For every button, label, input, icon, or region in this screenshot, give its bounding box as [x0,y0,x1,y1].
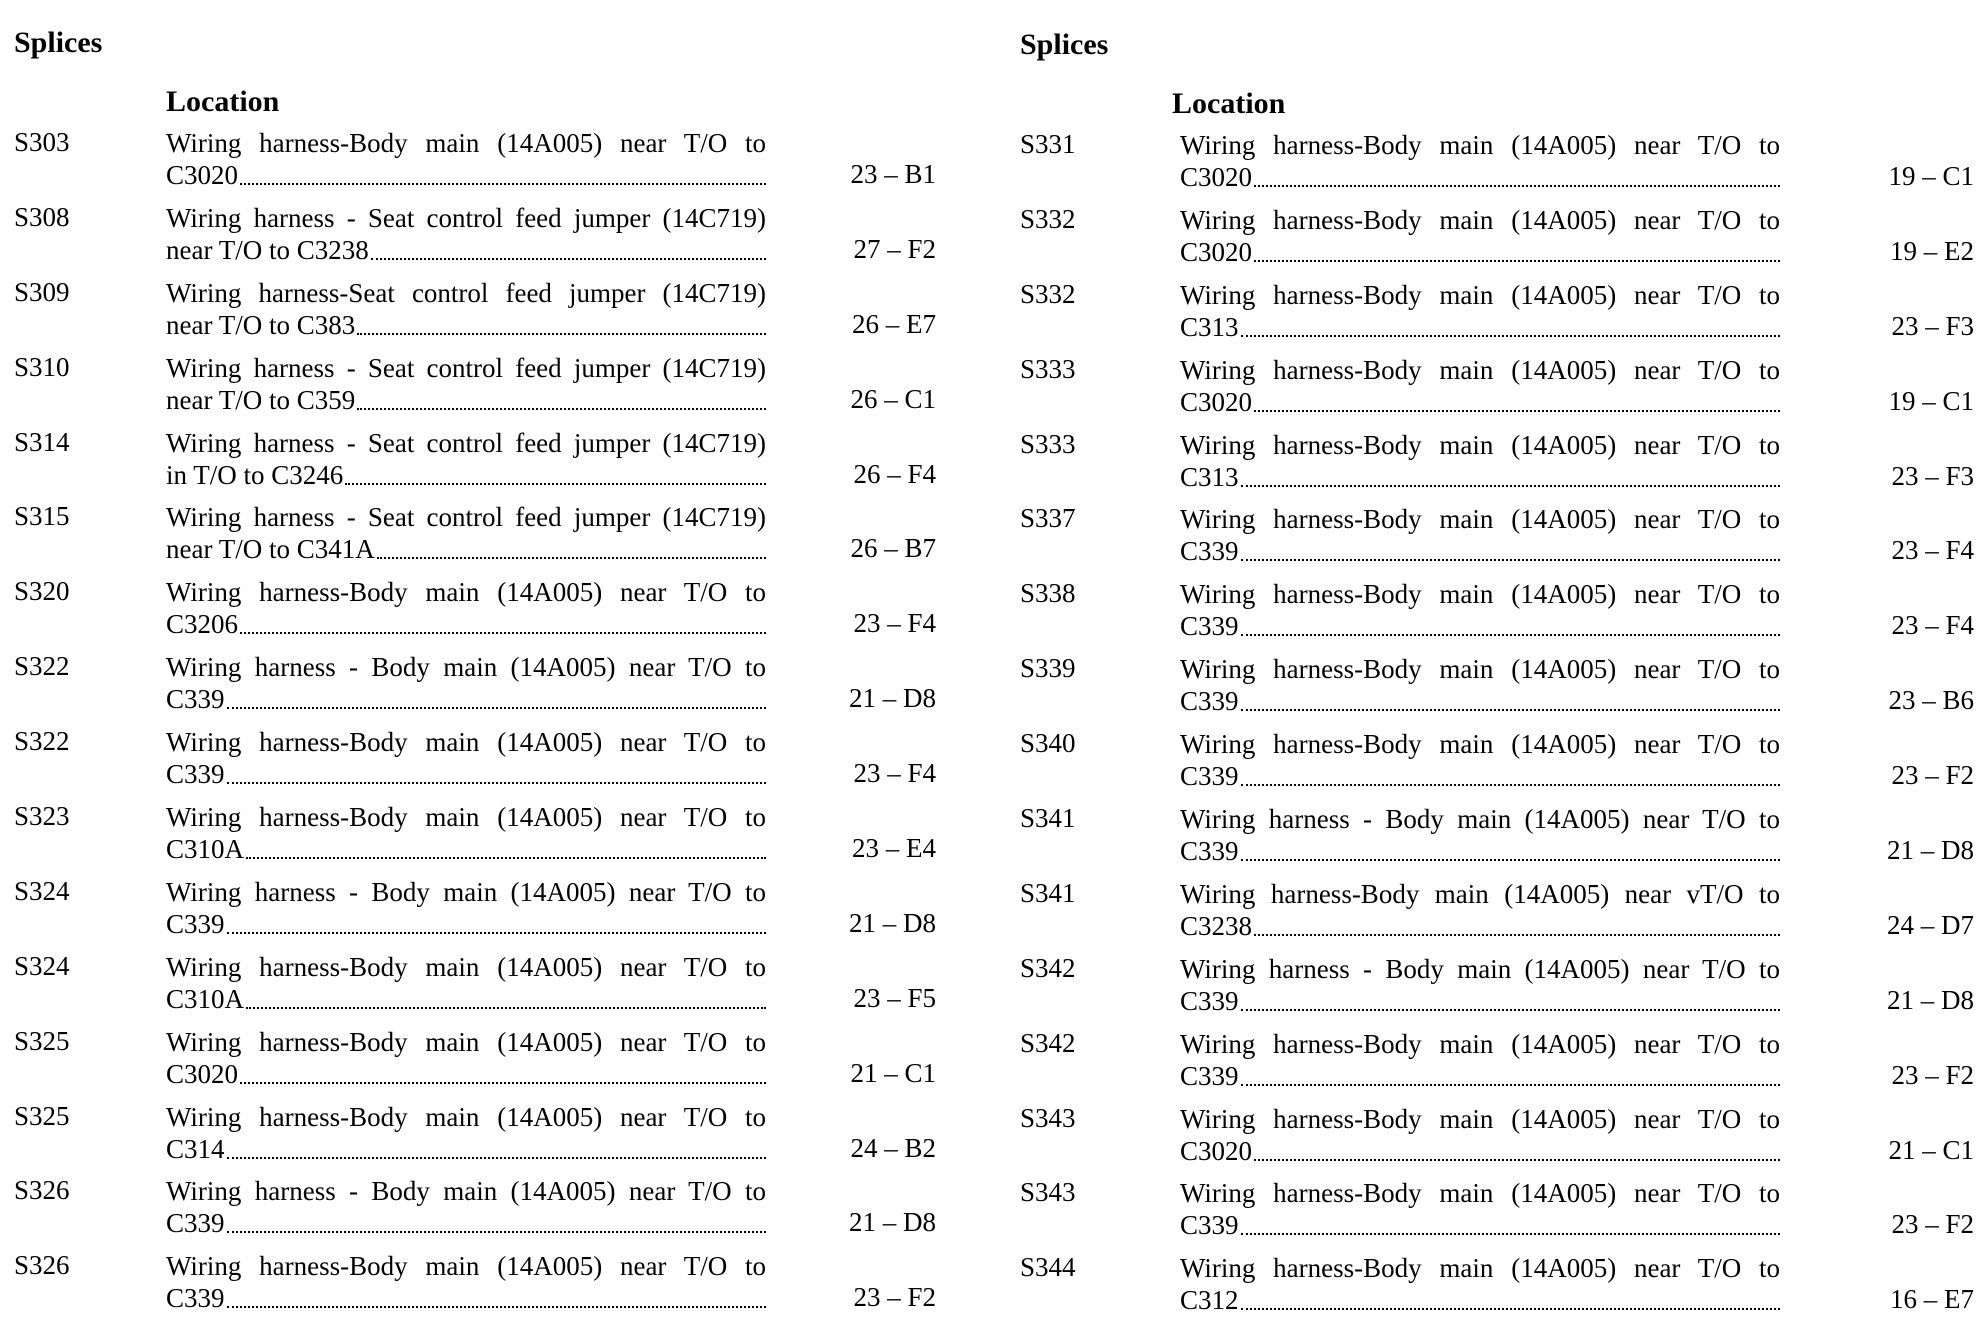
splice-id: S325 [14,1025,70,1056]
splice-location [166,726,766,790]
splice-location [1180,503,1780,567]
location-connector: in T/O to C3246 [166,459,344,490]
location-line-2 [1180,685,1780,717]
location-connector: C339 [166,759,225,790]
splice-entry [14,1175,974,1250]
splice-id: S341 [1020,877,1076,908]
page-grid-reference: 23 – B1 [850,159,936,189]
location-connector: C339 [1180,836,1239,867]
splice-id: S320 [14,576,70,607]
location-line-2 [1180,610,1780,642]
location-line-1: Wiring harness - Seat control feed jumper (14C719) [166,202,766,233]
dot-leader [1241,1209,1780,1235]
splice-location [1180,204,1780,268]
splice-entry [1020,1103,1980,1178]
page-grid-reference: 21 – D8 [849,1207,936,1238]
splice-location [166,1175,766,1239]
splice-entry [1020,653,1980,728]
location-line-2 [166,983,766,1015]
page-grid-reference: 23 – F2 [1891,1209,1974,1240]
location-line-2 [166,533,766,565]
dot-leader [357,384,766,410]
splice-location [166,127,766,191]
splice-location [166,576,766,640]
dot-leader [227,1133,766,1159]
location-connector: C3238 [1180,910,1253,941]
splice-id: S339 [1020,653,1076,684]
page-grid-reference: 19 – E2 [1890,235,1974,266]
location-line-2 [1180,311,1780,343]
dot-leader [1254,161,1780,187]
splice-id: S309 [14,276,70,307]
location-line-1: Wiring harness-Body main (14A005) near T/O to [1180,1103,1780,1134]
page-grid-reference: 23 – E4 [852,833,936,864]
page-grid-reference: 24 – D7 [1887,909,1974,940]
location-line-2 [166,234,766,266]
location-line-1: Wiring harness-Body main (14A005) near T/O to [1180,504,1780,535]
splice-entry [14,1026,974,1101]
splice-id: S331 [1020,129,1076,159]
dot-leader [1241,1060,1780,1086]
location-line-2 [166,1058,766,1090]
splice-id: S315 [14,501,70,532]
splice-location [166,876,766,940]
location-line-2 [1180,760,1780,792]
page-grid-reference: 19 – C1 [1888,161,1974,191]
location-line-2 [166,384,766,416]
dot-leader [1254,1135,1780,1161]
location-line-1: Wiring harness-Seat control feed jumper (14C719) [166,277,766,308]
splice-id: S310 [14,351,70,382]
splice-entry [14,726,974,801]
location-line-2 [1180,1209,1780,1241]
location-line-1: Wiring harness - Seat control feed jumper (14C719) [166,427,766,458]
splice-location [166,352,766,416]
splice-id: S303 [14,127,70,157]
page-grid-reference: 21 – D8 [1887,984,1974,1015]
location-line-2 [166,459,766,491]
splice-id: S343 [1020,1102,1076,1133]
location-line-2 [1180,386,1780,418]
location-line-1: Wiring harness-Body main (14A005) near T/O to [1180,654,1780,685]
location-line-1: Wiring harness-Body main (14A005) near T/O to [1180,1178,1780,1209]
location-line-1: Wiring harness-Body main (14A005) near T/O to [1180,204,1780,235]
splice-entry [1020,878,1980,953]
splice-id: S343 [1020,1177,1076,1208]
location-connector: C339 [166,1208,225,1239]
splice-location [166,501,766,565]
splice-entry [14,277,974,352]
splice-entry [14,651,974,726]
splice-id: S344 [1020,1252,1076,1283]
page-grid-reference: 21 – D8 [849,907,936,938]
splice-entry [14,202,974,277]
page-grid-reference: 23 – F4 [853,758,936,789]
dot-leader [1241,461,1780,487]
page-grid-reference: 23 – B6 [1888,685,1974,716]
location-line-2 [166,758,766,790]
location-line-1: Wiring harness - Body main (14A005) near T/O to [166,652,766,683]
location-line-1: Wiring harness-Body main (14A005) near T/O to [1180,279,1780,310]
dot-leader [357,309,766,335]
location-line-1: Wiring harness-Body main (14A005) near T/O to [166,951,766,982]
page-grid-reference: 27 – F2 [853,233,936,264]
splice-location [1180,129,1780,193]
splice-entry [1020,429,1980,504]
splice-id: S325 [14,1100,70,1131]
location-line-1: Wiring harness-Body main (14A005) near T/O to [166,1251,766,1282]
splice-id: S324 [14,950,70,981]
splice-id: S340 [1020,728,1076,759]
location-line-1: Wiring harness-Body main (14A005) near T/O to [166,577,766,608]
splice-location [166,1026,766,1090]
splice-location [1180,803,1780,867]
splice-location [166,951,766,1015]
splice-entry [14,501,974,576]
splice-entry [1020,1028,1980,1103]
location-connector: C339 [1180,536,1239,567]
location-line-2 [166,1282,766,1314]
location-line-2 [1180,985,1780,1017]
dot-leader [246,983,766,1009]
section-title: Splices [14,26,103,59]
dot-leader [227,1207,766,1233]
splice-entry [14,876,974,951]
splice-location [1180,1252,1780,1316]
splice-entry [1020,1252,1980,1327]
location-line-1: Wiring harness-Body main (14A005) near T/O to [166,727,766,758]
location-connector: C313 [1180,461,1239,492]
page-grid-reference: 21 – D8 [849,683,936,714]
location-line-1: Wiring harness-Body main (14A005) near T/O to [1180,354,1780,385]
splice-id: S322 [14,726,70,757]
dot-leader [240,608,766,634]
splice-entry [1020,728,1980,803]
location-line-1: Wiring harness-Body main (14A005) near T/O to [1180,429,1780,460]
page-grid-reference: 21 – D8 [1887,835,1974,866]
page-grid-reference: 23 – F3 [1891,460,1974,491]
page-grid-reference: 23 – F2 [1891,1059,1974,1090]
splice-location [1180,953,1780,1017]
location-line-1: Wiring harness - Body main (14A005) near T/O to [166,876,766,907]
splice-entry [1020,1177,1980,1252]
page-grid-reference: 23 – F2 [1891,760,1974,791]
location-connector: C339 [1180,761,1239,792]
splice-location [1180,354,1780,418]
location-connector: C339 [1180,1060,1239,1091]
splice-entry [1020,354,1980,429]
splice-entry [1020,953,1980,1028]
page-grid-reference: 23 – F5 [853,982,936,1013]
splice-entry [14,951,974,1026]
location-line-2 [1180,1060,1780,1092]
location-line-2 [1180,236,1780,268]
splice-location [1180,653,1780,717]
dot-leader [377,533,766,559]
section-title: Splices [1020,28,1109,61]
location-line-2 [1180,461,1780,493]
location-line-1: Wiring harness - Body main (14A005) near T/O to [166,1176,766,1207]
dot-leader [1241,610,1780,636]
location-connector: C3020 [1180,386,1253,417]
page-grid-reference: 26 – E7 [852,308,936,339]
location-connector: C339 [166,1283,225,1314]
location-line-1: Wiring harness-Body main (14A005) near T/O to [166,1026,766,1057]
page-grid-reference: 21 – C1 [1888,1134,1974,1165]
dot-leader [1241,535,1780,561]
splice-id: S342 [1020,952,1076,983]
location-line-1: Wiring harness - Seat control feed jumper (14C719) [166,352,766,383]
splice-entry [14,1250,974,1325]
location-line-1: Wiring harness-Body main (14A005) near T/O to [1180,1028,1780,1059]
location-connector: C3206 [166,609,239,640]
splice-id: S324 [14,875,70,906]
location-line-1: Wiring harness-Body main (14A005) near T/O to [1180,579,1780,610]
dot-leader [371,234,766,260]
splice-location [1180,429,1780,493]
splice-entry [1020,129,1980,204]
dot-leader [1241,985,1780,1011]
page-grid-reference: 23 – F2 [853,1282,936,1313]
location-connector: C313 [1180,311,1239,342]
location-line-2 [1180,1135,1780,1167]
splice-id: S314 [14,426,70,457]
location-line-2 [166,159,766,191]
location-connector: C3020 [166,1058,239,1089]
splice-location [166,1101,766,1165]
location-connector: near T/O to C341A [166,534,375,565]
location-line-1: Wiring harness-Body main (14A005) near T/O to [1180,1253,1780,1284]
dot-leader [1254,236,1780,262]
page-grid-reference: 23 – F4 [1891,610,1974,641]
dot-leader [345,459,766,485]
splice-id: S333 [1020,353,1076,384]
location-header: Location [166,85,280,118]
location-connector: near T/O to C383 [166,309,356,340]
page-grid-reference: 26 – F4 [853,458,936,489]
location-line-2 [166,683,766,715]
location-connector: C339 [1180,611,1239,642]
splice-entry [1020,803,1980,878]
location-connector: near T/O to C3238 [166,234,369,265]
page-grid-reference: 23 – F3 [1891,310,1974,341]
dot-leader [227,683,766,709]
location-line-1: Wiring harness-Body main (14A005) near T/O to [1180,729,1780,760]
splice-id: S337 [1020,503,1076,534]
page-grid-reference: 19 – C1 [1888,385,1974,416]
location-line-1: Wiring harness-Body main (14A005) near T/O to [166,128,766,158]
location-line-2 [166,1207,766,1239]
splice-id: S341 [1020,803,1076,834]
splice-entry [1020,578,1980,653]
splice-id: S332 [1020,278,1076,309]
splice-location [166,651,766,715]
splice-id: S333 [1020,428,1076,459]
dot-leader [1254,910,1780,936]
splice-entry [14,352,974,427]
splice-entry [14,127,974,202]
page-grid-reference: 16 – E7 [1890,1284,1974,1315]
location-connector: C312 [1180,1285,1239,1316]
splice-location [1180,1103,1780,1167]
location-connector: C339 [166,684,225,715]
location-line-2 [166,608,766,640]
dot-leader [1241,1284,1780,1310]
splice-location [166,1250,766,1314]
location-connector: C339 [1180,985,1239,1016]
dot-leader [240,159,766,185]
splice-id: S322 [14,651,70,682]
location-connector: C339 [1180,1210,1239,1241]
location-connector: C339 [1180,686,1239,717]
dot-leader [1241,311,1780,337]
dot-leader [1241,835,1780,861]
splice-location [1180,1177,1780,1241]
splice-entry [1020,279,1980,354]
splice-location [166,277,766,341]
splice-entry [14,801,974,876]
location-line-1: Wiring harness-Body main (14A005) near T/O to [166,802,766,833]
location-connector: C3020 [1180,236,1253,267]
location-connector: C310A [166,983,245,1014]
splice-id: S326 [14,1175,70,1206]
dot-leader [240,1058,766,1084]
splice-entry [14,1101,974,1176]
dot-leader [227,908,766,934]
splice-id: S342 [1020,1027,1076,1058]
splice-location [1180,578,1780,642]
page-grid-reference: 21 – C1 [850,1057,936,1088]
splice-entry [1020,503,1980,578]
location-line-2 [166,833,766,865]
location-line-1: Wiring harness - Seat control feed jumper (14C719) [166,502,766,533]
splice-entry [14,427,974,502]
splice-id: S308 [14,201,70,232]
splice-list [14,127,974,1325]
splice-id: S326 [14,1250,70,1281]
splice-entry [1020,204,1980,279]
location-connector: near T/O to C359 [166,384,356,415]
page-grid-reference: 23 – F4 [853,608,936,639]
location-header: Location [1172,87,1286,120]
splice-id: S332 [1020,203,1076,234]
location-connector: C3020 [1180,162,1253,192]
location-line-2 [166,309,766,341]
splice-location [1180,728,1780,792]
location-line-1: Wiring harness - Body main (14A005) near T/O to [1180,804,1780,835]
location-connector: C314 [166,1133,225,1164]
location-line-2 [166,1133,766,1165]
page-grid-reference: 24 – B2 [850,1132,936,1163]
dot-leader [1241,685,1780,711]
dot-leader [1241,760,1780,786]
splice-location [1180,1028,1780,1092]
location-line-1: Wiring harness-Body main (14A005) near T/O to [166,1101,766,1132]
location-connector: C3020 [166,160,239,190]
location-line-1: Wiring harness-Body main (14A005) near vT/O to [1180,878,1780,909]
location-connector: C310A [166,834,245,865]
page-grid-reference: 23 – F4 [1891,535,1974,566]
splice-id: S323 [14,801,70,832]
splice-list [1020,129,1980,1327]
location-line-2 [1180,910,1780,942]
location-line-2 [1180,835,1780,867]
splice-location [166,801,766,865]
location-line-1: Wiring harness-Body main (14A005) near T/O to [1180,130,1780,160]
splice-entry [14,576,974,651]
location-connector: C3020 [1180,1135,1253,1166]
location-line-2 [1180,161,1780,193]
dot-leader [246,833,766,859]
dot-leader [227,758,766,784]
location-line-1: Wiring harness - Body main (14A005) near T/O to [1180,953,1780,984]
dot-leader [227,1282,766,1308]
splice-location [166,202,766,266]
splice-location [166,427,766,491]
location-line-2 [1180,1284,1780,1316]
splice-location [1180,878,1780,942]
page-grid-reference: 26 – B7 [850,533,936,564]
page-grid-reference: 26 – C1 [850,383,936,414]
location-line-2 [1180,535,1780,567]
splice-id: S338 [1020,578,1076,609]
location-connector: C339 [166,908,225,939]
dot-leader [1254,386,1780,412]
location-line-2 [166,908,766,940]
splice-location [1180,279,1780,343]
